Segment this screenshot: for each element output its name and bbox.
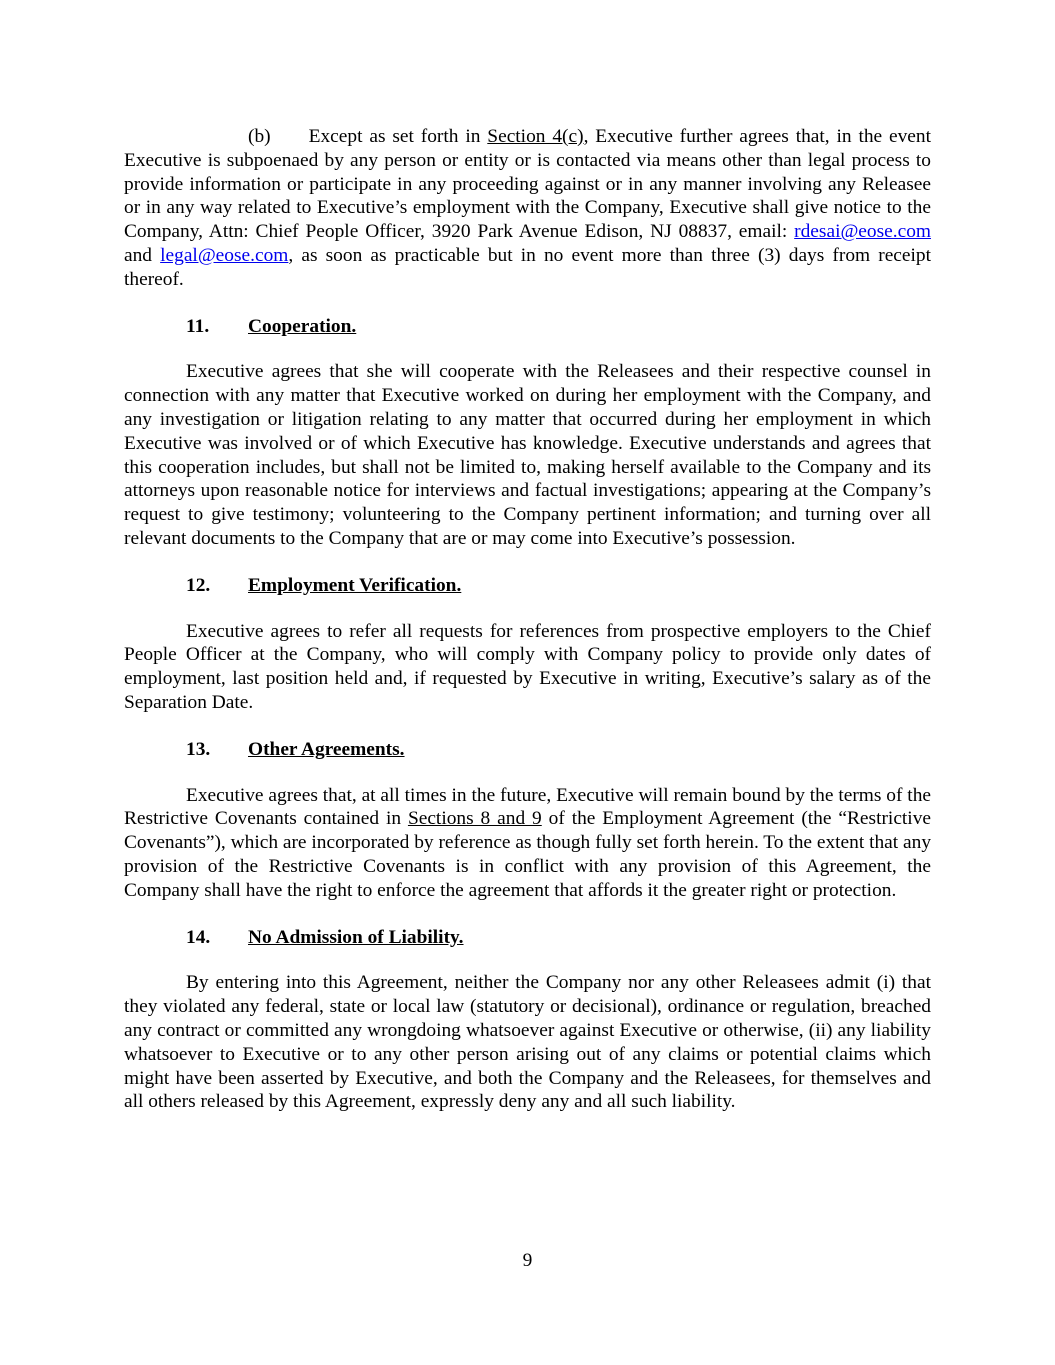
document-page	[124, 125, 931, 1114]
section-13-body-end: of the Employment Agreement (the “Restrictive Covenants”), which are incorporated by reference as though fully set forth herein. To the extent that any provision of the Restrictive Covenants is in conflict with any provision of this Agreement, the Company shall have the right to enforce the agreement that affords it the greater right or protection.	[124, 808, 932, 901]
page-number: 9	[522, 1250, 533, 1271]
email-link-legal[interactable]: legal@eose.com	[160, 244, 289, 266]
section-12-title: Employment Verification.	[248, 574, 462, 596]
section-11-number: 11.	[186, 315, 210, 337]
section-14-number: 14.	[186, 926, 211, 948]
section-10b-text: , Executive further agrees that, in the event Executive is subpoenaed by any person or entity or is contacted via means other than legal process to provide information or participate in any proceeding against or in any manner involving any Releasee or in any way related to Executive’s employment with the Company, Executive shall give notice to the Company, Attn: Chief People Officer, 3920 Park Avenue Edison, NJ 08837, email:	[124, 126, 931, 243]
section-11-body: Executive agrees that she will cooperate with the Releasees and their respective counsel in connection with any matter that Executive worked on during her employment with the Company, and any investigation or litigation relating to any matter that occurred during her employment in which Executive was involved or of which Executive has knowledge. Executive understands and agrees that this cooperation includes, but shall not be limited to, making herself available to the Company and its attorneys upon reasonable notice for interviews and factual investigations; appearing at the Company’s request to give testimony; volunteering to the Company pertinent information; and turning over all relevant documents to the Company that are or may come into Executive’s possession.	[124, 361, 931, 549]
section-12-heading	[124, 574, 931, 598]
section-14-heading	[124, 926, 931, 950]
section-11-heading	[124, 315, 931, 339]
section-10b-lead: Except as set forth in	[308, 126, 488, 147]
section-13-heading	[124, 738, 931, 762]
conjunction-text: and	[124, 244, 161, 266]
sections-8-and-9-reference: Sections 8 and 9	[407, 808, 542, 830]
email-link-rdesai[interactable]: rdesai@eose.com	[794, 221, 931, 243]
section-13-title: Other Agreements.	[248, 738, 405, 760]
section-13-body-start: Executive agrees that, at all times in the future, Executive will remain bound by the terms of the Restrictive Covenants contained in	[124, 784, 931, 830]
subsection-label: (b)	[248, 126, 271, 147]
section-14-title: No Admission of Liability.	[248, 926, 464, 948]
section-12-number: 12.	[186, 574, 211, 596]
section-10b-paragraph	[124, 125, 931, 292]
section-13-body	[124, 784, 931, 903]
section-13-number: 13.	[186, 738, 211, 760]
section-4c-reference: Section 4(c)	[487, 126, 584, 147]
section-14-body: By entering into this Agreement, neither the Company nor any other Releasees admit (i) that they violated any federal, state or local law (statutory or decisional), ordinance or regulation, breached any contract or committed any wrongdoing whatsoever against Executive or otherwise, (ii) any liability whatsoever to Executive or to any other person arising out of any claims or potential claims which might have been asserted by Executive, and both the Company and the Releasees, for themselves and all others released by this Agreement, expressly deny any and all such liability.	[124, 972, 931, 1113]
section-12-body: Executive agrees to refer all requests for references from prospective employers to the Chief People Officer at the Company, who will comply with Company policy to provide only dates of employment, last position held and, if requested by Executive in writing, Executive’s salary as of the Separation Date.	[124, 620, 931, 713]
section-11-title: Cooperation.	[248, 315, 357, 337]
section-10b-ending: , as soon as practicable but in no event more than three (3) days from receipt thereof.	[124, 244, 931, 290]
